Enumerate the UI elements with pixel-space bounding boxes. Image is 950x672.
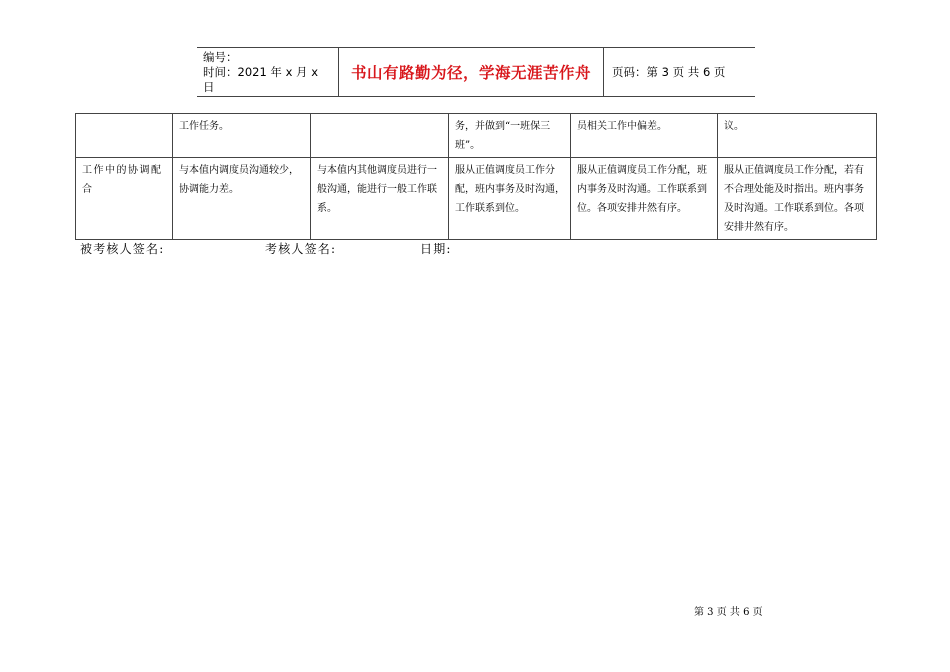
table-cell: 员相关工作中偏差。	[571, 114, 718, 158]
table-cell: 工作任务。	[173, 114, 311, 158]
signature-row	[80, 240, 600, 260]
table-cell: 与本值内调度员沟通较少，协调能力差。	[173, 158, 311, 240]
document-header	[197, 47, 755, 97]
table-cell: 与本值内其他调度员进行一般沟通，能进行一般工作联系。	[311, 158, 449, 240]
page-footer: 第 3 页 共 6 页	[694, 607, 763, 618]
table-cell	[76, 114, 173, 158]
table-cell	[311, 114, 449, 158]
table-cell: 服从正值调度员工作分配，班内事务及时沟通，工作联系到位。	[449, 158, 571, 240]
date-label: 日期:	[420, 242, 452, 256]
header-meta	[197, 48, 339, 97]
table-cell: 服从正值调度员工作分配，若有不合理处能及时指出。班内事务及时沟通。工作联系到位。各项安排井然有序。	[718, 158, 877, 240]
number-label: 编号：	[203, 49, 238, 64]
table-cell: 议。	[718, 114, 877, 158]
time-label: 时间：2021 年 x 月 x 日	[203, 64, 318, 94]
table-cell: 服从正值调度员工作分配，班内事务及时沟通。工作联系到位。各项安排井然有序。	[571, 158, 718, 240]
assessment-table	[75, 113, 877, 240]
row-label-cell: 工作中的协调配合	[76, 158, 173, 240]
table-row	[76, 114, 877, 158]
table-cell: 务，并做到“一班保三班”。	[449, 114, 571, 158]
assessor-signature-label: 考核人签名:	[265, 242, 337, 256]
table-row	[76, 158, 877, 240]
header-page-label: 页码：第 3 页 共 6 页	[604, 48, 756, 97]
assessee-signature-label: 被考核人签名:	[80, 242, 165, 256]
header-motto: 书山有路勤为径，学海无涯苦作舟	[339, 48, 604, 97]
